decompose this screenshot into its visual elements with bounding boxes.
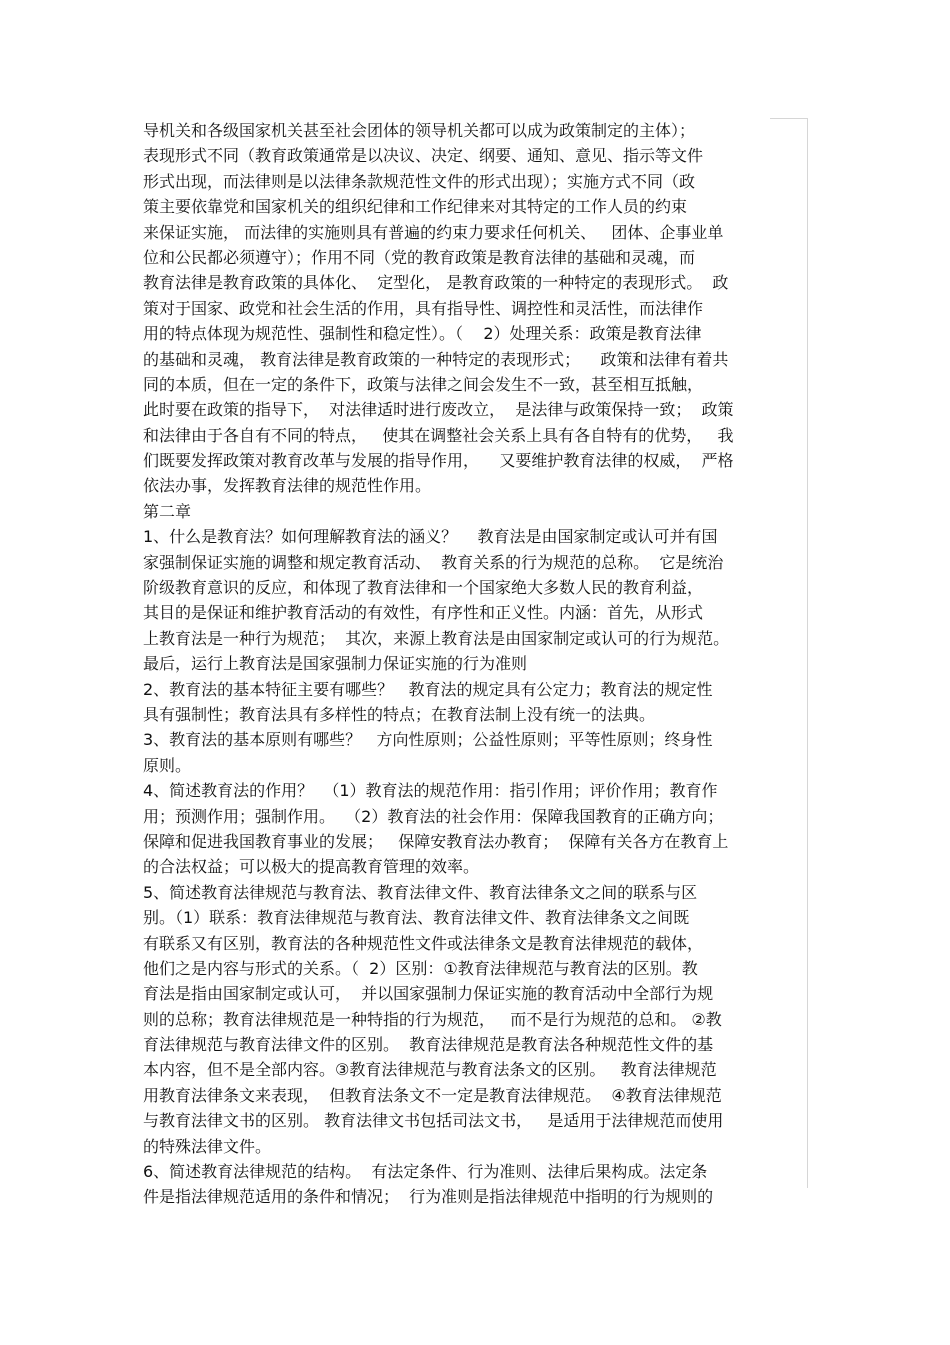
text-line: 形式出现，而法律则是以法律条款规范性文件的形式出现）；实施方式不同（政 [143,171,696,191]
text-line: 1、什么是教育法？如何理解教育法的涵义？ 教育法是由国家制定或认可并有国 [143,527,718,547]
text-line: 来保证实施， 而法律的实施则具有普遍的约束力要求任何机关、 团体、企事业单 [143,222,724,242]
text-line: 策对于国家、政党和社会生活的作用，具有指导性、调控性和灵活性，而法律作 [143,298,704,318]
text-line: 表现形式不同（教育政策通常是以决议、决定、纲要、通知、意见、指示等文件 [143,146,704,166]
text-line: 5、简述教育法律规范与教育法、教育法律文件、教育法律条文之间的联系与区 [143,882,698,902]
text-line: 用；预测作用；强制作用。 （2）教育法的社会作用：保障我国教育的正确方向； [143,806,724,826]
text-line: 用的特点体现为规范性、强制性和稳定性）。（ 2）处理关系：政策是教育法律 [143,324,702,344]
text-line: 教育法律是教育政策的具体化、 定型化， 是教育政策的一种特定的表现形式。 政 [143,273,729,293]
text-line: 的基础和灵魂， 教育法律是教育政策的一种特定的表现形式； 政策和法律有着共 [143,349,729,369]
text-line: 们既要发挥政策对教育改革与发展的指导作用， 又要维护教育法律的权威， 严格 [143,451,734,471]
text-line: 育法是指由国家制定或认可， 并以国家强制力保证实施的教育活动中全部行为规 [143,984,714,1004]
text-line: 2、教育法的基本特征主要有哪些？ 教育法的规定具有公定力；教育法的规定性 [143,679,713,699]
text-line: 第二章 [143,501,192,521]
text-line: 策主要依靠党和国家机关的组织纪律和工作纪律来对其特定的工作人员的约束 [143,197,688,217]
text-line: 别。（1）联系：教育法律规范与教育法、教育法律文件、教育法律条文之间既 [143,908,690,928]
text-line: 与教育法律文书的区别。 教育法律文书包括司法文书， 是适用于法律规范而使用 [143,1111,724,1131]
text-line: 此时要在政策的指导下， 对法律适时进行废改立， 是法律与政策保持一致； 政策 [143,400,734,420]
text-line: 上教育法是一种行为规范； 其次，来源上教育法是由国家制定或认可的行为规范。 [143,628,730,648]
text-line: 他们之是内容与形式的关系。（ 2）区别：①教育法律规范与教育法的区别。教 [143,958,698,978]
text-line: 同的本质，但在一定的条件下，政策与法律之间会发生不一致，甚至相互抵触， [143,374,704,394]
text-line: 家强制保证实施的调整和规定教育活动、 教育关系的行为规范的总称。 它是统治 [143,552,724,572]
text-line: 原则。 [143,755,192,775]
text-line: 则的总称；教育法律规范是一种特指的行为规范， 而不是行为规范的总和。 ②教 [143,1009,722,1029]
text-line: 具有强制性；教育法具有多样性的特点；在教育法制上没有统一的法典。 [143,704,656,724]
text-line: 4、简述教育法的作用？ （1）教育法的规范作用：指引作用；评价作用；教育作 [143,781,718,801]
text-line: 依法办事，发挥教育法律的规范性作用。 [143,476,432,496]
text-line: 最后，运行上教育法是国家强制力保证实施的行为准则 [143,654,528,674]
text-line: 用教育法律条文来表现， 但教育法条文不一定是教育法律规范。 ④教育法律规范 [143,1085,722,1105]
text-line: 的合法权益；可以极大的提高教育管理的效率。 [143,857,480,877]
text-line: 有联系又有区别，教育法的各种规范性文件或法律条文是教育法律规范的载体， [143,933,704,953]
text-line: 6、简述教育法律规范的结构。 有法定条件、行为准则、法律后果构成。法定条 [143,1162,708,1182]
text-line: 和法律由于各自有不同的特点， 使其在调整社会关系上具有各自特有的优势， 我 [143,425,734,445]
text-line: 位和公民都必须遵守）；作用不同（党的教育政策是教育法律的基础和灵魂，而 [143,247,696,267]
text-line: 阶级教育意识的反应，和体现了教育法律和一个国家绝大多数人民的教育利益， [143,578,704,598]
text-line: 件是指法律规范适用的条件和情况； 行为准则是指法律规范中指明的行为规则的 [143,1187,714,1207]
text-line: 其目的是保证和维护教育活动的有效性，有序性和正义性。内涵：首先，从形式 [143,603,704,623]
text-line: 3、教育法的基本原则有哪些？ 方向性原则；公益性原则；平等性原则；终身性 [143,730,713,750]
text-line: 的特殊法律文件。 [143,1136,272,1156]
text-line: 导机关和各级国家机关甚至社会团体的领导机关都可以成为政策制定的主体）； [143,121,696,140]
text-line: 本内容，但不是全部内容。③教育法律规范与教育法条文的区别。 教育法律规范 [143,1060,717,1080]
document-body [143,118,813,1210]
text-line: 保障和促进我国教育事业的发展； 保障安教育法办教育； 保障有关各方在教育上 [143,831,729,851]
text-line: 育法律规范与教育法律文件的区别。 教育法律规范是教育法各种规范性文件的基 [143,1035,714,1055]
